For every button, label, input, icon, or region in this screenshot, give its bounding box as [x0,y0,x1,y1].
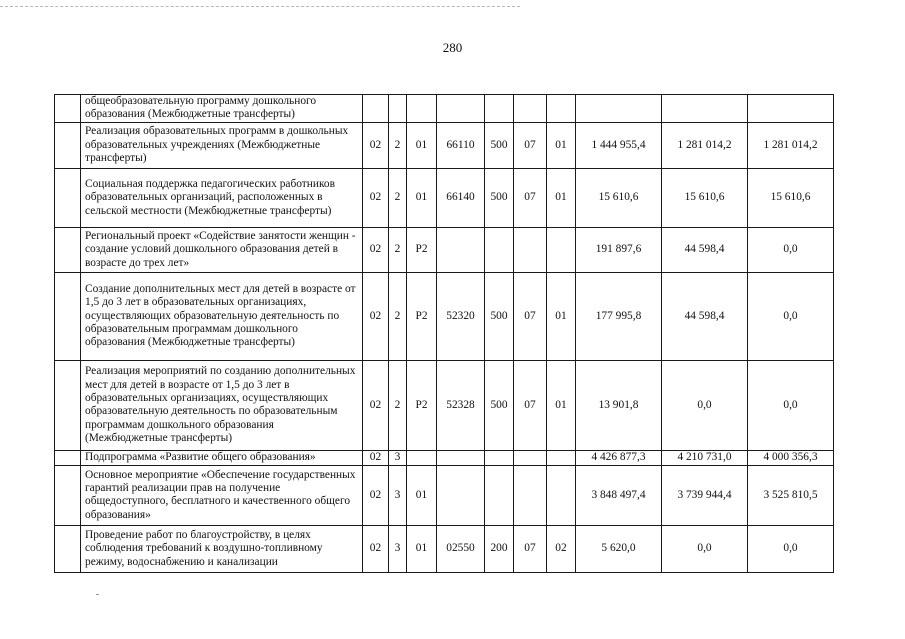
item-name-cell: Основное мероприятие «Обеспечение государственных гарантий реализации прав на получение общедоступного, бесплатного и качественного общего образования» [81,465,363,525]
item-name-cell: Реализация образовательных программ в дошкольных образовательных учреждениях (Межбюджетные трансферты) [81,122,363,168]
amount-year2-cell: 44 598,4 [662,272,748,360]
expense-type-cell [485,465,514,525]
section-cell: 07 [514,360,547,450]
section-cell: 07 [514,122,547,168]
row-index-cell [55,227,81,272]
table-row [55,525,834,572]
budget-table [54,94,834,573]
subsection-cell: 01 [547,272,576,360]
subsection-cell [547,227,576,272]
row-index-cell [55,95,81,123]
direction-code-cell: 52320 [437,272,485,360]
subprogram-code-cell: 2 [389,122,407,168]
amount-year3-cell: 3 525 810,5 [748,465,834,525]
subprogram-code-cell [389,95,407,123]
amount-year2-cell [662,95,748,123]
amount-year2-cell: 4 210 731,0 [662,450,748,465]
row-index-cell [55,525,81,572]
table-row [55,465,834,525]
table-row [55,272,834,360]
activity-code-cell: P2 [407,227,437,272]
activity-code-cell: 01 [407,525,437,572]
direction-code-cell [437,227,485,272]
amount-year1-cell: 1 444 955,4 [576,122,662,168]
expense-type-cell [485,227,514,272]
amount-year2-cell: 15 610,6 [662,168,748,227]
amount-year1-cell: 177 995,8 [576,272,662,360]
item-name-cell: Социальная поддержка педагогических работников образовательных организаций, расположенных в сельской местности (Межбюджетные трансферты) [81,168,363,227]
subsection-cell [547,95,576,123]
program-code-cell: 02 [363,360,389,450]
section-cell: 07 [514,168,547,227]
subsection-cell: 01 [547,122,576,168]
program-code-cell: 02 [363,450,389,465]
amount-year1-cell [576,95,662,123]
amount-year1-cell: 13 901,8 [576,360,662,450]
program-code-cell [363,95,389,123]
expense-type-cell: 500 [485,168,514,227]
subprogram-code-cell: 2 [389,168,407,227]
expense-type-cell: 500 [485,360,514,450]
subsection-cell [547,465,576,525]
item-name-cell: Подпрограмма «Развитие общего образования» [81,450,363,465]
table-row [55,360,834,450]
scan-top-rule [0,6,520,7]
table-row [55,122,834,168]
direction-code-cell [437,450,485,465]
program-code-cell: 02 [363,272,389,360]
item-name-cell: Региональный проект «Содействие занятости женщин - создание условий дошкольного образования детей в возрасте до трех лет» [81,227,363,272]
page-number: 280 [442,40,463,55]
expense-type-cell: 500 [485,272,514,360]
row-index-cell [55,168,81,227]
table-row [55,450,834,465]
subprogram-code-cell: 2 [389,360,407,450]
program-code-cell: 02 [363,227,389,272]
subprogram-code-cell: 2 [389,272,407,360]
amount-year1-cell: 15 610,6 [576,168,662,227]
subprogram-code-cell: 2 [389,227,407,272]
amount-year2-cell: 0,0 [662,525,748,572]
activity-code-cell: P2 [407,360,437,450]
activity-code-cell [407,95,437,123]
item-name-cell: Реализация мероприятий по созданию дополнительных мест для детей в возрасте от 1,5 до 3 лет в образовательных организациях, осуществляющих образовательную деятельность по образовательным программам дошкольного образования (Межбюджетные трансферты) [81,360,363,450]
direction-code-cell: 66110 [437,122,485,168]
subsection-cell: 01 [547,168,576,227]
subprogram-code-cell: 3 [389,525,407,572]
table-row [55,227,834,272]
amount-year1-cell: 4 426 877,3 [576,450,662,465]
amount-year3-cell: 4 000 356,3 [748,450,834,465]
row-index-cell [55,122,81,168]
activity-code-cell: 01 [407,168,437,227]
direction-code-cell [437,95,485,123]
program-code-cell: 02 [363,525,389,572]
program-code-cell: 02 [363,465,389,525]
row-index-cell [55,272,81,360]
amount-year2-cell: 44 598,4 [662,227,748,272]
amount-year3-cell: 0,0 [748,272,834,360]
direction-code-cell: 66140 [437,168,485,227]
amount-year1-cell: 5 620,0 [576,525,662,572]
row-index-cell [55,465,81,525]
activity-code-cell: 01 [407,122,437,168]
subsection-cell: 01 [547,360,576,450]
section-cell [514,450,547,465]
amount-year3-cell [748,95,834,123]
expense-type-cell: 200 [485,525,514,572]
amount-year3-cell: 0,0 [748,227,834,272]
activity-code-cell: 01 [407,465,437,525]
direction-code-cell: 52328 [437,360,485,450]
activity-code-cell: P2 [407,272,437,360]
section-cell [514,465,547,525]
item-name-cell: общеобразовательную программу дошкольного образования (Межбюджетные трансферты) [81,95,363,123]
scan-speck [96,594,99,595]
subprogram-code-cell: 3 [389,450,407,465]
row-index-cell [55,360,81,450]
item-name-cell: Проведение работ по благоустройству, в целях соблюдения требований к воздушно-топливному режиму, водоснабжению и канализации [81,525,363,572]
subsection-cell: 02 [547,525,576,572]
activity-code-cell [407,450,437,465]
section-cell: 07 [514,525,547,572]
program-code-cell: 02 [363,168,389,227]
section-cell [514,227,547,272]
expense-type-cell: 500 [485,122,514,168]
amount-year1-cell: 3 848 497,4 [576,465,662,525]
direction-code-cell [437,465,485,525]
item-name-cell: Создание дополнительных мест для детей в возрасте от 1,5 до 3 лет в образовательных организациях, осуществляющих образовательную деятельность по образовательным программам дошкольного образования (Межбюджетные трансферты) [81,272,363,360]
program-code-cell: 02 [363,122,389,168]
amount-year1-cell: 191 897,6 [576,227,662,272]
amount-year2-cell: 3 739 944,4 [662,465,748,525]
section-cell: 07 [514,272,547,360]
amount-year3-cell: 0,0 [748,360,834,450]
amount-year2-cell: 0,0 [662,360,748,450]
subsection-cell [547,450,576,465]
amount-year3-cell: 15 610,6 [748,168,834,227]
table-row [55,168,834,227]
expense-type-cell [485,450,514,465]
direction-code-cell: 02550 [437,525,485,572]
section-cell [514,95,547,123]
expense-type-cell [485,95,514,123]
amount-year3-cell: 1 281 014,2 [748,122,834,168]
subprogram-code-cell: 3 [389,465,407,525]
row-index-cell [55,450,81,465]
amount-year3-cell: 0,0 [748,525,834,572]
amount-year2-cell: 1 281 014,2 [662,122,748,168]
table-row [55,95,834,123]
